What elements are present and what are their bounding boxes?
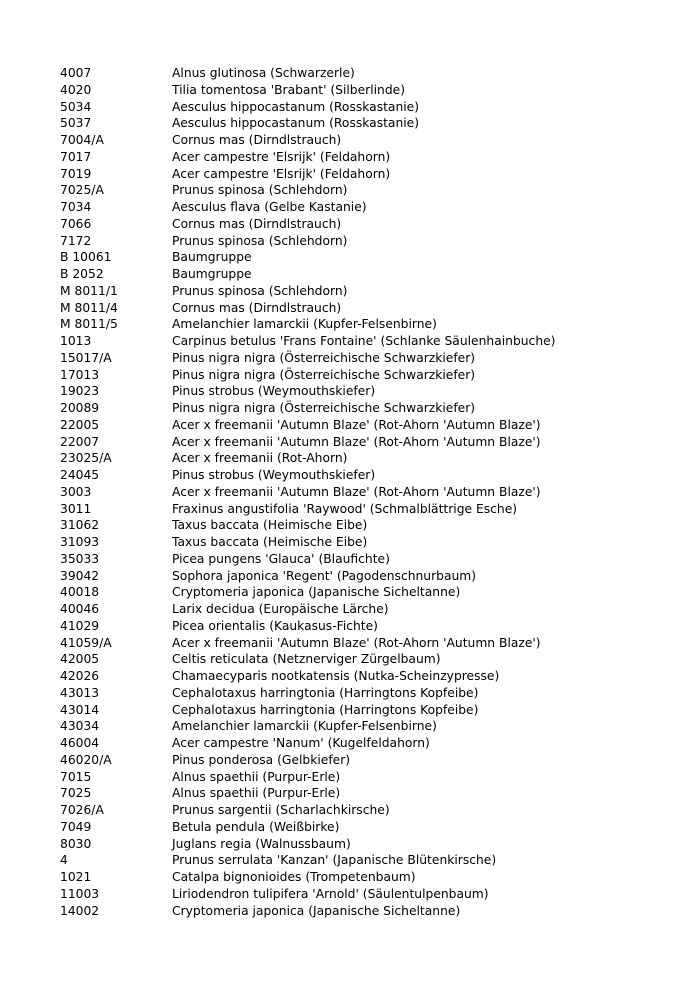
- tree-id: 42026: [60, 669, 100, 683]
- tree-row: [60, 115, 680, 132]
- tree-species: Juglans regia (Walnussbaum): [172, 836, 351, 851]
- tree-id: B 10061: [60, 250, 112, 265]
- tree-species: Liriodendron tulipifera 'Arnold' (Säulentulpenbaum): [172, 886, 489, 901]
- tree-row: [60, 316, 680, 333]
- tree-id: 7019: [60, 166, 92, 181]
- tree-row: [60, 199, 680, 216]
- tree-species: Alnus glutinosa (Schwarzerle): [172, 66, 355, 80]
- tree-species: Larix decidua (Europäische Lärche): [172, 602, 389, 616]
- tree-row: [60, 417, 680, 434]
- tree-row: [60, 400, 680, 417]
- tree-id: 40046: [60, 602, 100, 616]
- tree-species: Pinus nigra nigra (Österreichische Schwarzkiefer): [172, 401, 476, 415]
- tree-list: [60, 65, 680, 919]
- tree-row: [60, 668, 680, 685]
- tree-species: Catalpa bignonioides (Trompetenbaum): [172, 870, 416, 884]
- tree-id: 7004/A: [60, 133, 104, 147]
- tree-id: 41029: [60, 618, 100, 633]
- tree-row: [60, 601, 680, 618]
- tree-row: [60, 216, 680, 233]
- tree-id: 3003: [60, 484, 92, 499]
- tree-row: [60, 752, 680, 769]
- tree-row: [60, 869, 680, 886]
- tree-id: 43014: [60, 702, 100, 717]
- tree-id: 7025/A: [60, 183, 104, 198]
- tree-row: [60, 618, 680, 635]
- tree-row: [60, 584, 680, 601]
- tree-species: Acer x freemanii 'Autumn Blaze' (Rot-Ahorn 'Autumn Blaze'): [172, 484, 541, 499]
- tree-row: [60, 702, 680, 719]
- tree-species: Alnus spaethii (Purpur-Erle): [172, 786, 341, 801]
- tree-id: B 2052: [60, 267, 104, 281]
- tree-id: 24045: [60, 468, 100, 482]
- tree-row: [60, 233, 680, 250]
- tree-species: Amelanchier lamarckii (Kupfer-Felsenbirne): [172, 317, 437, 332]
- tree-species: Prunus sargentii (Scharlachkirsche): [172, 803, 390, 817]
- tree-id: 41059/A: [60, 635, 112, 650]
- tree-row: [60, 283, 680, 300]
- tree-id: 31093: [60, 535, 100, 549]
- tree-species: Taxus baccata (Heimische Eibe): [172, 535, 368, 549]
- tree-id: 35033: [60, 551, 100, 566]
- tree-row: [60, 367, 680, 384]
- tree-species: Prunus serrulata 'Kanzan' (Japanische Blütenkirsche): [172, 853, 497, 868]
- tree-row: [60, 65, 680, 82]
- tree-row: [60, 484, 680, 501]
- tree-species: Cephalotaxus harringtonia (Harringtons Kopfeibe): [172, 685, 479, 700]
- tree-id: 46020/A: [60, 752, 112, 767]
- tree-species: Acer campestre 'Elsrijk' (Feldahorn): [172, 149, 391, 164]
- tree-species: Baumgruppe: [172, 250, 252, 265]
- tree-row: [60, 450, 680, 467]
- tree-id: 43013: [60, 685, 100, 700]
- tree-id: 20089: [60, 401, 100, 415]
- tree-id: 7049: [60, 819, 92, 834]
- tree-id: 5034: [60, 99, 92, 114]
- tree-species: Cornus mas (Dirndlstrauch): [172, 300, 342, 315]
- tree-id: 40018: [60, 585, 100, 600]
- tree-species: Picea orientalis (Kaukasus-Fichte): [172, 618, 378, 633]
- tree-species: Acer x freemanii 'Autumn Blaze' (Rot-Ahorn 'Autumn Blaze'): [172, 635, 541, 650]
- tree-row: [60, 467, 680, 484]
- tree-id: M 8011/1: [60, 283, 118, 298]
- tree-row: [60, 149, 680, 166]
- tree-id: 23025/A: [60, 451, 112, 466]
- tree-id: 31062: [60, 518, 100, 533]
- tree-id: 5037: [60, 116, 92, 131]
- tree-row: [60, 651, 680, 668]
- tree-row: [60, 785, 680, 802]
- tree-id: 39042: [60, 568, 100, 583]
- tree-id: 7025: [60, 786, 92, 801]
- tree-species: Chamaecyparis nootkatensis (Nutka-Scheinzypresse): [172, 669, 500, 683]
- tree-species: Pinus ponderosa (Gelbkiefer): [172, 752, 351, 767]
- tree-species: Taxus baccata (Heimische Eibe): [172, 518, 368, 533]
- tree-id: 7066: [60, 216, 92, 231]
- tree-species: Cornus mas (Dirndlstrauch): [172, 216, 342, 231]
- tree-row: [60, 852, 680, 869]
- tree-species: Aesculus hippocastanum (Rosskastanie): [172, 116, 420, 131]
- tree-species: Aesculus hippocastanum (Rosskastanie): [172, 99, 420, 114]
- tree-row: [60, 568, 680, 585]
- tree-row: [60, 249, 680, 266]
- tree-row: [60, 383, 680, 400]
- tree-species: Acer campestre 'Elsrijk' (Feldahorn): [172, 166, 391, 181]
- tree-species: Tilia tomentosa 'Brabant' (Silberlinde): [172, 82, 406, 97]
- tree-row: [60, 434, 680, 451]
- tree-species: Aesculus flava (Gelbe Kastanie): [172, 200, 367, 214]
- tree-id: 7026/A: [60, 803, 104, 817]
- tree-id: 42005: [60, 652, 100, 667]
- tree-id: 14002: [60, 903, 100, 918]
- tree-species: Pinus strobus (Weymouthskiefer): [172, 384, 376, 399]
- tree-row: [60, 769, 680, 786]
- tree-id: 17013: [60, 367, 100, 382]
- tree-species: Amelanchier lamarckii (Kupfer-Felsenbirne): [172, 719, 437, 734]
- tree-row: [60, 266, 680, 283]
- tree-species: Baumgruppe: [172, 267, 252, 281]
- tree-row: [60, 350, 680, 367]
- tree-row: [60, 182, 680, 199]
- tree-id: 11003: [60, 886, 100, 901]
- tree-id: 46004: [60, 736, 100, 750]
- tree-row: [60, 501, 680, 518]
- tree-row: [60, 551, 680, 568]
- tree-id: 15017/A: [60, 350, 112, 365]
- tree-id: 4: [60, 853, 68, 868]
- tree-species: Carpinus betulus 'Frans Fontaine' (Schlanke Säulenhainbuche): [172, 334, 556, 348]
- tree-row: [60, 735, 680, 752]
- tree-species: Prunus spinosa (Schlehdorn): [172, 183, 348, 198]
- tree-species: Acer x freemanii 'Autumn Blaze' (Rot-Ahorn 'Autumn Blaze'): [172, 434, 541, 449]
- tree-row: [60, 685, 680, 702]
- tree-id: 4007: [60, 66, 92, 80]
- tree-row: [60, 819, 680, 836]
- tree-id: 8030: [60, 836, 92, 851]
- tree-id: M 8011/5: [60, 317, 118, 332]
- tree-species: Pinus nigra nigra (Österreichische Schwarzkiefer): [172, 367, 476, 382]
- tree-species: Cephalotaxus harringtonia (Harringtons Kopfeibe): [172, 702, 479, 717]
- tree-row: [60, 903, 680, 920]
- tree-id: M 8011/4: [60, 300, 118, 315]
- tree-row: [60, 836, 680, 853]
- tree-species: Fraxinus angustifolia 'Raywood' (Schmalblättrige Esche): [172, 501, 518, 516]
- tree-species: Acer x freemanii 'Autumn Blaze' (Rot-Ahorn 'Autumn Blaze'): [172, 417, 541, 432]
- tree-species: Acer campestre 'Nanum' (Kugelfeldahorn): [172, 736, 430, 750]
- tree-row: [60, 132, 680, 149]
- tree-row: [60, 333, 680, 350]
- tree-id: 7015: [60, 769, 92, 784]
- tree-species: Betula pendula (Weißbirke): [172, 819, 340, 834]
- tree-species: Acer x freemanii (Rot-Ahorn): [172, 451, 348, 466]
- tree-id: 7034: [60, 200, 92, 214]
- tree-id: 4020: [60, 82, 92, 97]
- tree-row: [60, 99, 680, 116]
- tree-species: Cryptomeria japonica (Japanische Sicheltanne): [172, 903, 461, 918]
- tree-row: [60, 635, 680, 652]
- tree-row: [60, 886, 680, 903]
- tree-id: 22005: [60, 417, 100, 432]
- tree-row: [60, 300, 680, 317]
- tree-species: Celtis reticulata (Netznerviger Zürgelbaum): [172, 652, 441, 667]
- tree-row: [60, 166, 680, 183]
- tree-species: Pinus strobus (Weymouthskiefer): [172, 468, 376, 482]
- tree-id: 43034: [60, 719, 100, 734]
- tree-id: 1013: [60, 334, 92, 348]
- tree-species: Prunus spinosa (Schlehdorn): [172, 233, 348, 248]
- tree-row: [60, 718, 680, 735]
- tree-row: [60, 517, 680, 534]
- tree-id: 7017: [60, 149, 92, 164]
- tree-species: Pinus nigra nigra (Österreichische Schwarzkiefer): [172, 350, 476, 365]
- tree-id: 22007: [60, 434, 100, 449]
- tree-id: 3011: [60, 501, 92, 516]
- tree-species: Alnus spaethii (Purpur-Erle): [172, 769, 341, 784]
- tree-row: [60, 82, 680, 99]
- tree-id: 1021: [60, 870, 92, 884]
- tree-row: [60, 534, 680, 551]
- tree-species: Sophora japonica 'Regent' (Pagodenschnurbaum): [172, 568, 477, 583]
- tree-species: Cornus mas (Dirndlstrauch): [172, 133, 342, 147]
- tree-id: 7172: [60, 233, 92, 248]
- tree-species: Cryptomeria japonica (Japanische Sicheltanne): [172, 585, 461, 600]
- tree-row: [60, 802, 680, 819]
- tree-species: Prunus spinosa (Schlehdorn): [172, 283, 348, 298]
- tree-species: Picea pungens 'Glauca' (Blaufichte): [172, 551, 390, 566]
- tree-id: 19023: [60, 384, 100, 399]
